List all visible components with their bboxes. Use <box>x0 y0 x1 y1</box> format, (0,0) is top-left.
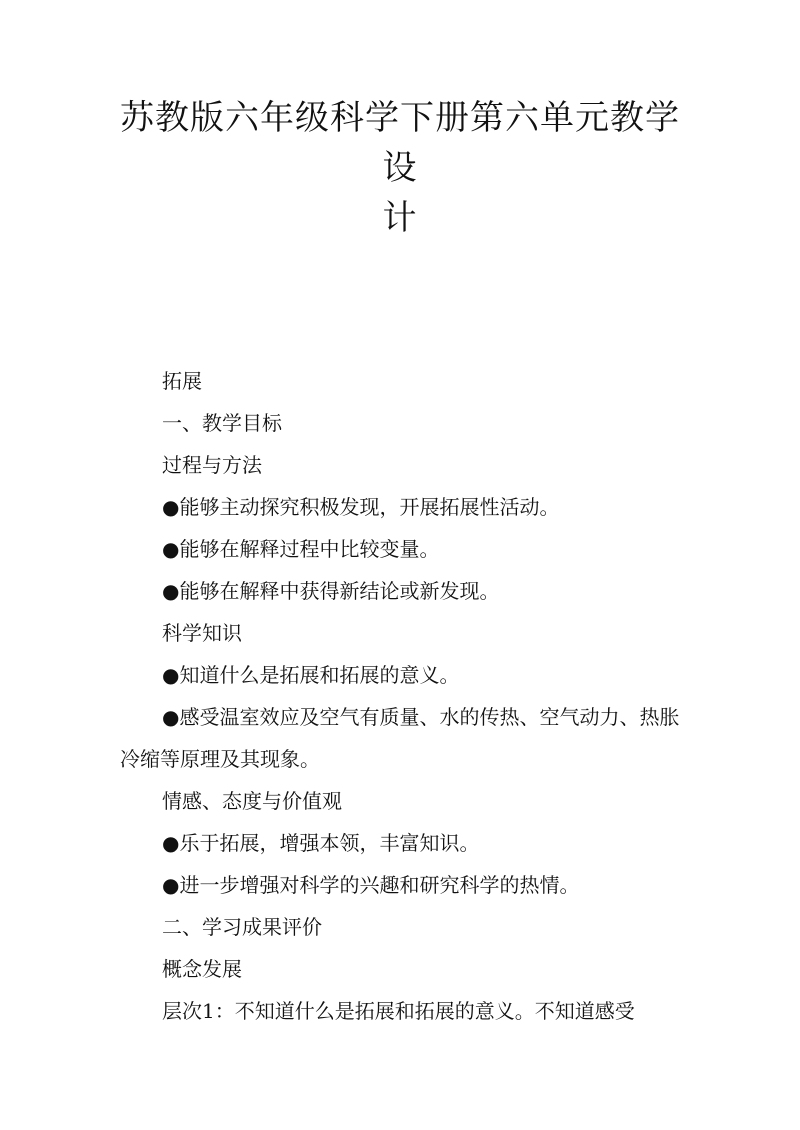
bullet-item: ●能够主动探究积极发现，开展拓展性活动。 <box>162 495 560 519</box>
bullet-item: ●乐于拓展，增强本领，丰富知识。 <box>162 831 480 855</box>
bullet-item: ●能够在解释过程中比较变量。 <box>162 537 440 561</box>
bullet-item: ●知道什么是拓展和拓展的意义。 <box>162 663 460 687</box>
subheading-concept-development: 概念发展 <box>162 957 242 981</box>
bullet-item: ●进一步增强对科学的兴趣和研究科学的热情。 <box>162 873 580 897</box>
paragraph-level-1: 层次1：不知道什么是拓展和拓展的意义。不知道感受 <box>162 999 635 1023</box>
title-line-1: 苏教版六年级科学下册第六单元教学设 <box>120 98 680 188</box>
document-title <box>110 93 690 243</box>
bullet-item: ●能够在解释中获得新结论或新发现。 <box>162 579 500 603</box>
document-body <box>120 360 680 1032</box>
paragraph-extension: 拓展 <box>162 369 202 393</box>
heading-teaching-goals: 一、教学目标 <box>162 411 282 435</box>
bullet-item: ●感受温室效应及空气有质量、水的传热、空气动力、热胀冷缩等原理及其现象。 <box>120 705 680 771</box>
subheading-process-methods: 过程与方法 <box>162 453 262 477</box>
title-line-2: 计 <box>382 198 418 238</box>
subheading-science-knowledge: 科学知识 <box>162 621 242 645</box>
subheading-emotion-values: 情感、态度与价值观 <box>162 789 342 813</box>
heading-learning-evaluation: 二、学习成果评价 <box>162 915 322 939</box>
